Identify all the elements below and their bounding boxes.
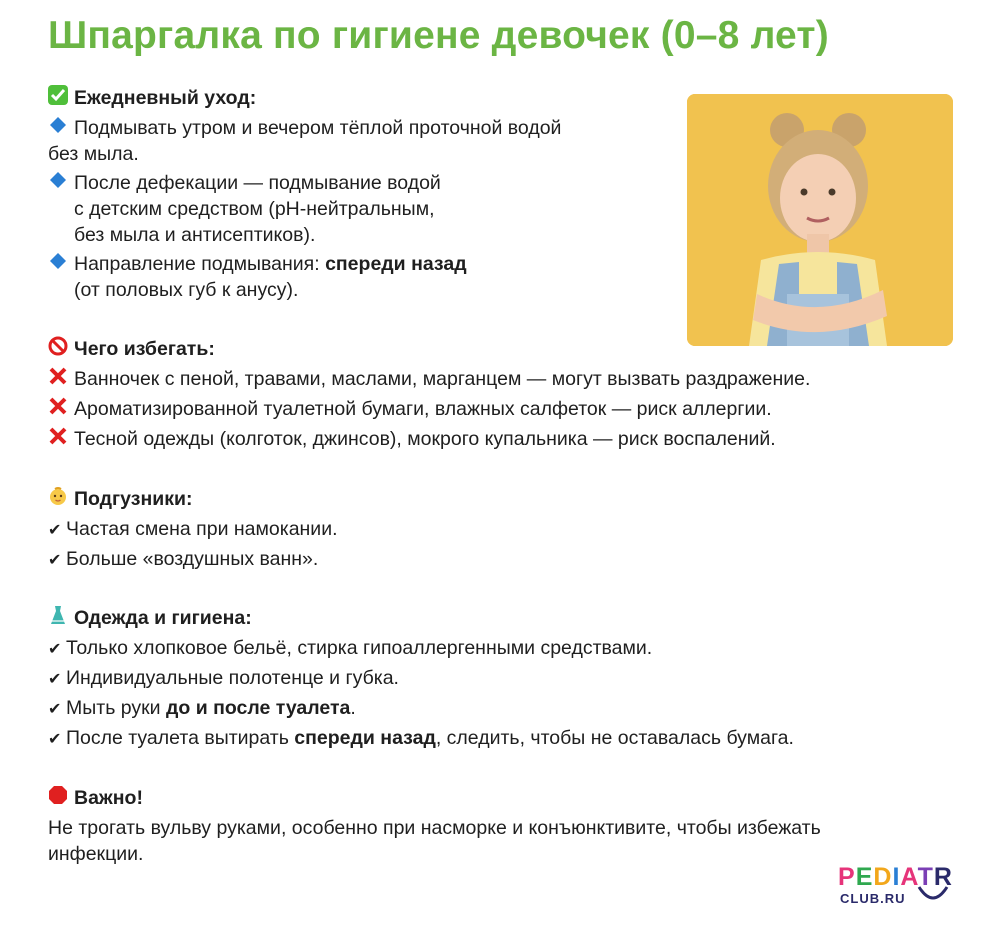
logo-letter: E — [855, 863, 874, 891]
logo-letter: R — [933, 863, 953, 891]
avoid-item: Ванночек с пеной, травами, маслами, марганцем — могут вызвать раздражение. — [48, 366, 810, 392]
logo-letter: A — [900, 863, 918, 891]
logo-letter: T — [917, 863, 934, 891]
checkmark-icon: ✔ — [48, 522, 62, 539]
cross-mark-icon — [48, 396, 70, 418]
checkmark-icon: ✔ — [48, 671, 62, 688]
clothing-item: ✔ Индивидуальные полотенце и губка. — [48, 665, 399, 693]
dress-icon — [48, 605, 70, 627]
stop-sign-icon — [48, 785, 70, 807]
daily-item-2-cont: без мыла и антисептиков). — [74, 224, 316, 246]
clothing-item: ✔ Только хлопковое бельё, стирка гипоаллергенными средствами. — [48, 635, 652, 663]
checkmark-icon: ✔ — [48, 701, 62, 718]
daily-item-3: Направление подмывания: спереди назад — [48, 251, 467, 277]
diapers-heading: Подгузники: — [48, 486, 192, 512]
blue-diamond-icon — [48, 170, 70, 192]
checkmark-icon: ✔ — [48, 731, 62, 748]
logo-letter: D — [873, 863, 893, 891]
baby-face-icon — [48, 486, 70, 508]
smile-icon — [916, 883, 950, 907]
clothing-heading: Одежда и гигиена: — [48, 605, 252, 631]
avoid-item: Тесной одежды (колготок, джинсов), мокрого купальника — риск воспалений. — [48, 426, 776, 452]
cross-mark-icon — [48, 426, 70, 448]
important-heading: Важно! — [48, 785, 143, 811]
check-mark-icon — [48, 85, 70, 107]
clothing-item: ✔ Мыть руки до и после туалета. — [48, 695, 356, 723]
girl-photo — [687, 94, 953, 346]
diapers-item: ✔ Больше «воздушных ванн». — [48, 546, 318, 574]
daily-item-2-cont: с детским средством (pH-нейтральным, — [74, 198, 435, 220]
blue-diamond-icon — [48, 251, 70, 273]
daily-item-3-cont: (от половых губ к анусу). — [74, 279, 299, 301]
page-title: Шпаргалка по гигиене девочек (0–8 лет) — [48, 14, 829, 57]
logo-letter: I — [892, 863, 901, 891]
checkmark-icon: ✔ — [48, 641, 62, 658]
logo-letter: P — [838, 863, 856, 891]
important-text-cont: инфекции. — [48, 843, 144, 865]
daily-item-1-cont: без мыла. — [48, 143, 139, 165]
checkmark-icon: ✔ — [48, 552, 62, 569]
daily-item-1: Подмывать утром и вечером тёплой проточной водой — [48, 115, 561, 141]
diapers-item: ✔ Частая смена при намокании. — [48, 516, 338, 544]
daily-item-2: После дефекации — подмывание водой — [48, 170, 441, 196]
clothing-item: ✔ После туалета вытирать спереди назад, следить, чтобы не оставалась бумага. — [48, 725, 794, 753]
avoid-item: Ароматизированной туалетной бумаги, влажных салфеток — риск аллергии. — [48, 396, 772, 422]
important-text: Не трогать вульву руками, особенно при насморке и конъюнктивите, чтобы избежать — [48, 817, 821, 839]
prohibited-icon — [48, 336, 70, 358]
avoid-heading: Чего избегать: — [48, 336, 215, 362]
logo-domain: CLUB.RU — [840, 891, 906, 906]
cross-mark-icon — [48, 366, 70, 388]
pediatr-club-logo — [838, 863, 954, 913]
blue-diamond-icon — [48, 115, 70, 137]
daily-heading: Ежедневный уход: — [48, 85, 256, 111]
